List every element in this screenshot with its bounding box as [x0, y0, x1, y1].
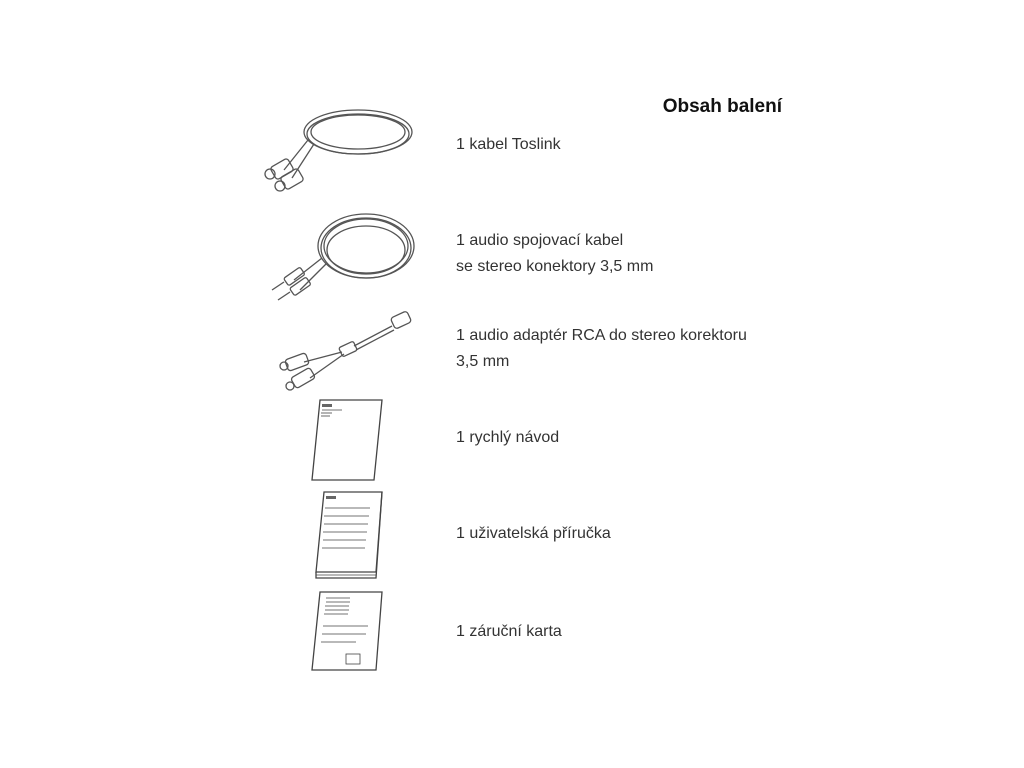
item-text-line: 1 rychlý návod: [456, 429, 560, 446]
item-warranty-card: [456, 619, 562, 645]
item-text-line: 1 záruční karta: [456, 623, 562, 640]
item-text-line: 1 uživatelská příručka: [456, 525, 611, 542]
item-rca-adapter: [456, 323, 770, 375]
item-stereo-cable: [456, 228, 653, 280]
item-text-line: 1 kabel Toslink: [456, 136, 561, 153]
rca-adapter-icon: [274, 306, 424, 396]
item-toslink: [456, 132, 561, 158]
item-text-line: se stereo konektory 3,5 mm: [456, 258, 654, 275]
item-user-manual: [456, 521, 611, 547]
page-title: Obsah balení: [662, 96, 782, 117]
stereo-cable-icon: [266, 206, 426, 302]
quick-guide-icon: [308, 398, 388, 482]
item-text-line: 1 audio adaptér RCA do stereo korektoru: [456, 327, 747, 344]
toslink-cable-icon: [262, 98, 422, 194]
item-text-line: 1 audio spojovací kabel: [456, 232, 624, 249]
user-manual-icon: [312, 490, 388, 580]
warranty-card-icon: [306, 590, 386, 672]
item-quick-guide: [456, 425, 559, 451]
item-text-line: 3,5 mm: [456, 353, 510, 370]
